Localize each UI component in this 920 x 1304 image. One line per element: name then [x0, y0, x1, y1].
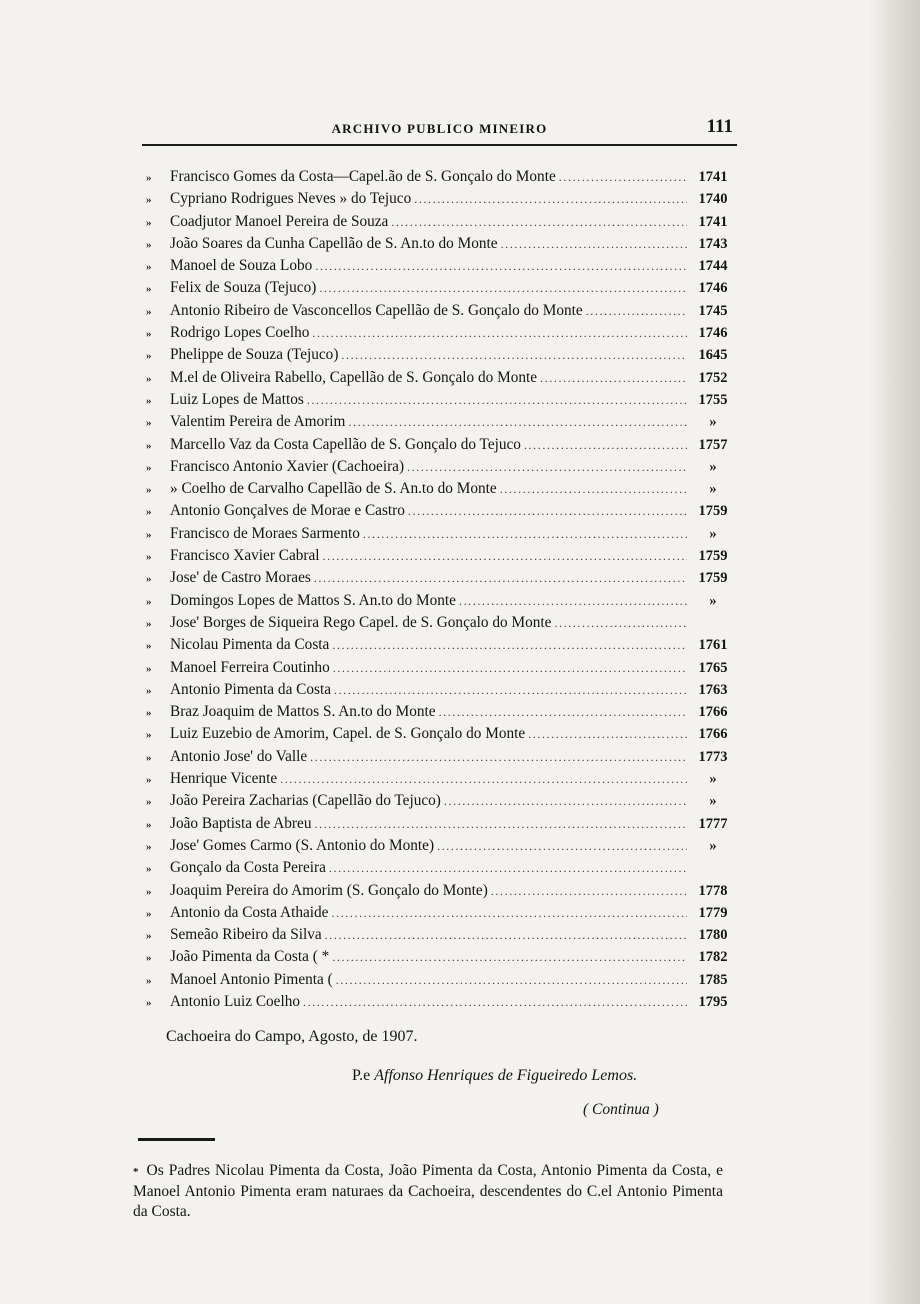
entry-name: João Pimenta da Costa ( * [170, 948, 330, 966]
entry-row [146, 657, 736, 679]
page-header [142, 118, 737, 146]
entry-year: 1757 [698, 436, 728, 453]
dot-leader [559, 166, 687, 188]
entry-bullet: » [146, 394, 152, 407]
entry-name: Antonio Pimenta da Costa [170, 680, 332, 698]
entry-bullet: » [146, 796, 152, 809]
entry-year: 1741 [698, 169, 728, 185]
entry-bullet: » [146, 907, 152, 920]
dot-leader [323, 545, 687, 567]
entry-bullet: » [146, 617, 152, 630]
entry-name: João Baptista de Abreu [170, 814, 312, 832]
signature [352, 1067, 637, 1085]
entry-row [146, 924, 736, 946]
entry-year: 1645 [698, 347, 728, 364]
entry-row [146, 277, 736, 299]
entry-row [146, 344, 736, 366]
entry-bullet: » [146, 372, 152, 385]
entry-name: Braz Joaquim de Mattos S. An.to do Monte [170, 703, 436, 721]
entry-row [146, 746, 736, 768]
footnote-mark: * [133, 1166, 139, 1178]
entry-name: Antonio Gonçalves de Morae e Castro [170, 502, 405, 520]
dot-leader [325, 924, 687, 946]
entry-year: 1763 [698, 681, 728, 698]
entry-row [146, 188, 736, 210]
entry-year: » [709, 414, 717, 431]
entry-bullet: » [146, 729, 152, 742]
entry-name: Jose' de Castro Moraes [170, 569, 311, 587]
entry-year: 1765 [698, 659, 728, 676]
entry-name: Rodrigo Lopes Coelho [170, 324, 310, 342]
entry-row [146, 300, 736, 322]
entry-row [146, 813, 736, 835]
entry-row [146, 434, 736, 456]
entry-row [146, 857, 736, 879]
dot-leader [315, 255, 687, 277]
entry-name: João Soares da Cunha Capellão de S. An.to do Monte [170, 234, 498, 252]
entry-year: 1759 [698, 570, 728, 587]
page-edge-shadow [868, 0, 920, 1304]
entry-row [146, 367, 736, 389]
dot-leader [524, 434, 687, 456]
entry-row [146, 523, 736, 545]
entry-name: Coadjutor Manoel Pereira de Souza [170, 212, 389, 230]
entry-year: 1778 [698, 882, 728, 899]
entry-row [146, 255, 736, 277]
entry-year: 1744 [698, 258, 728, 275]
entry-name: Manoel Ferreira Coutinho [170, 658, 330, 676]
entry-bullet: » [146, 238, 152, 251]
entry-row [146, 723, 736, 745]
entry-bullet: » [146, 684, 152, 697]
entry-row [146, 790, 736, 812]
entry-bullet: » [146, 194, 152, 207]
entry-row [146, 211, 736, 233]
entry-bullet: » [146, 595, 152, 608]
dot-leader [501, 233, 687, 255]
entry-row [146, 679, 736, 701]
dot-leader [528, 723, 687, 745]
dot-leader [500, 478, 687, 500]
entry-year: » [709, 458, 717, 475]
entry-row [146, 500, 736, 522]
entry-bullet: » [146, 707, 152, 720]
entry-year: » [709, 793, 717, 810]
entry-bullet: » [146, 484, 152, 497]
entry-year: 1780 [698, 927, 728, 944]
entry-bullet: » [146, 283, 152, 296]
entry-year: 1759 [698, 503, 728, 520]
footnote [133, 1161, 723, 1222]
entry-year: » [709, 525, 717, 542]
entry-year: 1779 [698, 904, 728, 921]
entry-year: 1745 [698, 302, 728, 319]
dot-leader [280, 768, 687, 790]
dot-leader [444, 790, 687, 812]
entry-bullet: » [146, 573, 152, 586]
entry-name: Joaquim Pereira do Amorim (S. Gonçalo do Monte) [170, 881, 488, 899]
page-number: 111 [706, 116, 733, 137]
entry-bullet: » [146, 328, 152, 341]
entry-name: Luiz Lopes de Mattos [170, 390, 304, 408]
entry-row [146, 166, 736, 188]
dot-leader [408, 500, 687, 522]
entry-row [146, 880, 736, 902]
entry-name: Antonio Ribeiro de Vasconcellos Capellão de S. Gonçalo do Monte [170, 301, 583, 319]
entry-name: João Pereira Zacharias (Capellão do Tejuco) [170, 792, 441, 810]
entry-year: 1752 [698, 369, 728, 386]
entry-row [146, 478, 736, 500]
entry-year: 1785 [698, 971, 728, 988]
entry-row [146, 634, 736, 656]
entry-name: Antonio Jose' do Valle [170, 747, 308, 765]
entry-name: Domingos Lopes de Mattos S. An.to do Monte [170, 591, 456, 609]
entry-bullet: » [146, 216, 152, 229]
dot-leader [414, 188, 687, 210]
entry-name: Jose' Gomes Carmo (S. Antonio do Monte) [170, 836, 435, 854]
dot-leader [319, 277, 687, 299]
entry-year: » [709, 592, 717, 609]
entry-year: » [709, 837, 717, 854]
entry-row [146, 322, 736, 344]
entry-bullet: » [146, 863, 152, 876]
entry-year: 1766 [698, 726, 728, 743]
entry-year: 1766 [698, 704, 728, 721]
place-date: Cachoeira do Campo, Agosto, de 1907. [166, 1028, 418, 1045]
entry-bullet: » [146, 551, 152, 564]
entry-bullet: » [146, 439, 152, 452]
entry-year: 1773 [698, 748, 728, 765]
entry-year: 1743 [698, 235, 728, 252]
dot-leader [331, 902, 687, 924]
running-head: ARCHIVO PUBLICO MINEIRO [331, 121, 548, 136]
entry-bullet: » [146, 751, 152, 764]
entry-bullet: » [146, 528, 152, 541]
dot-leader [333, 657, 687, 679]
entry-bullet: » [146, 305, 152, 318]
entry-year: 1782 [698, 949, 728, 966]
entry-name: Marcello Vaz da Costa Capellão de S. Gonçalo do Tejuco [170, 435, 521, 453]
entry-name: Manoel de Souza Lobo [170, 257, 313, 275]
entry-bullet: » [146, 818, 152, 831]
entry-bullet: » [146, 930, 152, 943]
entry-bullet: » [146, 885, 152, 898]
entry-bullet: » [146, 952, 152, 965]
entry-bullet: » [146, 974, 152, 987]
dot-leader [314, 567, 687, 589]
entry-row [146, 567, 736, 589]
entry-name: Francisco Gomes da Costa—Capel.ão de S. Gonçalo do Monte [170, 168, 556, 185]
entry-bullet: » [146, 996, 152, 1009]
dot-leader [363, 523, 687, 545]
entry-year: 1741 [698, 213, 728, 230]
entry-bullet: » [146, 840, 152, 853]
entry-bullet: » [146, 261, 152, 274]
entry-row [146, 411, 736, 433]
dot-leader [332, 634, 687, 656]
dot-leader [437, 835, 687, 857]
dot-leader [586, 300, 687, 322]
entry-bullet: » [146, 774, 152, 787]
entry-row [146, 835, 736, 857]
entry-row [146, 902, 736, 924]
dot-leader [334, 679, 687, 701]
entry-row [146, 701, 736, 723]
signature-name: Affonso Henriques de Figueiredo Lemos. [374, 1067, 638, 1084]
signature-prefix: P.e [352, 1067, 371, 1084]
dot-leader [407, 456, 687, 478]
entry-bullet: » [146, 461, 152, 474]
dot-leader [439, 701, 687, 723]
entry-bullet: » [146, 350, 152, 363]
entry-bullet: » [146, 417, 152, 430]
dot-leader [540, 367, 687, 389]
entry-name: Henrique Vicente [170, 770, 278, 788]
entry-name: Francisco de Moraes Sarmento [170, 524, 360, 542]
dot-leader [336, 969, 687, 991]
dot-leader [459, 590, 687, 612]
entry-row [146, 768, 736, 790]
entry-bullet: » [146, 506, 152, 519]
entry-year: 1795 [698, 993, 728, 1010]
entry-name: Francisco Antonio Xavier (Cachoeira) [170, 457, 405, 475]
dot-leader [329, 857, 687, 879]
entry-name: Antonio Luiz Coelho [170, 992, 301, 1010]
entry-year: 1759 [698, 548, 728, 565]
entry-row [146, 389, 736, 411]
dot-leader [307, 389, 687, 411]
entry-name: Gonçalo da Costa Pereira [170, 859, 326, 877]
entry-name: Valentim Pereira de Amorim [170, 413, 346, 431]
footnote-rule [138, 1138, 215, 1141]
entry-year: 1777 [698, 815, 728, 832]
entry-name: Phelippe de Souza (Tejuco) [170, 346, 339, 364]
entry-year: 1746 [698, 280, 728, 297]
entry-name: Cypriano Rodrigues Neves » do Tejuco [170, 190, 412, 208]
entry-year: » [709, 481, 717, 498]
entry-year: » [709, 771, 717, 788]
dot-leader [310, 746, 687, 768]
dot-leader [348, 411, 687, 433]
entry-year: 1755 [698, 391, 728, 408]
entry-name: Francisco Xavier Cabral [170, 547, 320, 565]
entry-row [146, 969, 736, 991]
entry-bullet: » [146, 172, 152, 184]
entry-year: 1746 [698, 325, 728, 342]
entry-name: Manoel Antonio Pimenta ( [170, 970, 333, 988]
entry-bullet: » [146, 640, 152, 653]
entry-name: Semeão Ribeiro da Silva [170, 926, 322, 944]
dot-leader [491, 880, 687, 902]
dot-leader [554, 612, 687, 634]
dot-leader [332, 946, 687, 968]
entry-name: Felix de Souza (Tejuco) [170, 279, 317, 297]
entry-row [146, 612, 736, 634]
dot-leader [341, 344, 687, 366]
entry-name: Antonio da Costa Athaide [170, 903, 329, 921]
dot-leader [314, 813, 687, 835]
entry-name: Jose' Borges de Siqueira Rego Capel. de S. Gonçalo do Monte [170, 613, 552, 631]
dot-leader [303, 991, 687, 1013]
entry-name: Luiz Euzebio de Amorim, Capel. de S. Gonçalo do Monte [170, 725, 526, 743]
entry-name: M.el de Oliveira Rabello, Capellão de S. Gonçalo do Monte [170, 368, 538, 386]
entry-row [146, 991, 736, 1013]
dot-leader [391, 211, 687, 233]
entry-name: Nicolau Pimenta da Costa [170, 636, 330, 654]
entry-row [146, 545, 736, 567]
entry-row [146, 456, 736, 478]
entry-year: 1761 [698, 637, 728, 654]
entry-row [146, 233, 736, 255]
dot-leader [312, 322, 687, 344]
entry-bullet: » [146, 662, 152, 675]
entry-list [146, 166, 736, 1013]
entry-row [146, 590, 736, 612]
entry-row [146, 946, 736, 968]
continues-note: ( Continua ) [583, 1101, 659, 1118]
entry-year: 1740 [698, 191, 728, 208]
entry-name: » Coelho de Carvalho Capellão de S. An.to do Monte [170, 480, 497, 498]
footnote-text: Os Padres Nicolau Pimenta da Costa, João Pimenta da Costa, Antonio Pimenta da Costa, e Manoel Antonio Pimenta eram naturaes da Cachoeira, descendentes do C.el Antonio Pimenta da Costa. [133, 1162, 723, 1220]
